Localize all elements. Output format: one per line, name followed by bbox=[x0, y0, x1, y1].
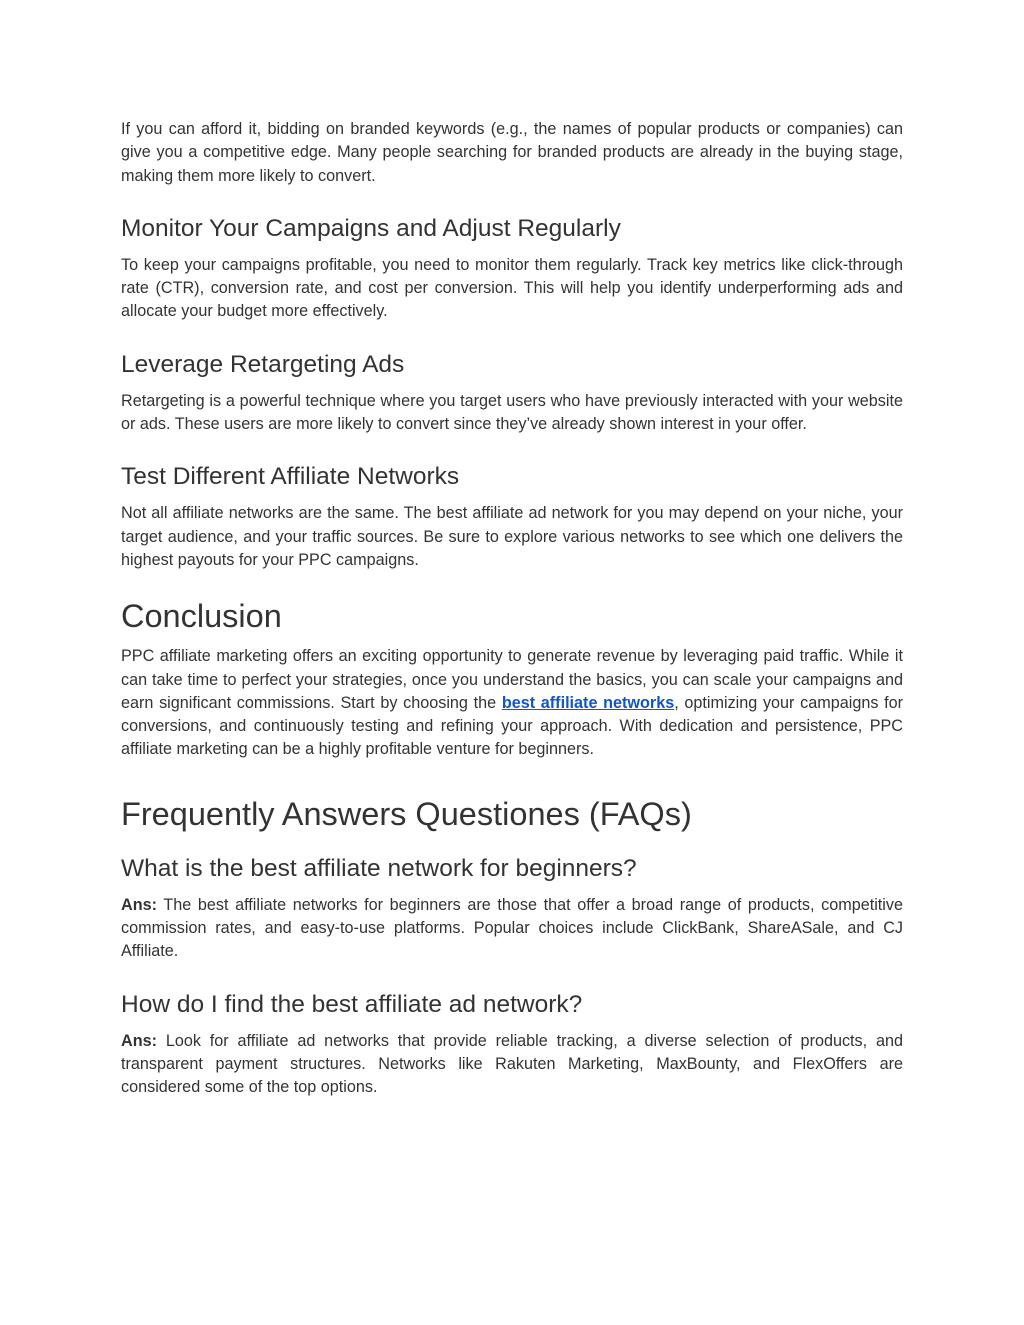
faq-question-1: What is the best affiliate network for beginners? bbox=[121, 854, 637, 882]
faq-question-2: How do I find the best affiliate ad network? bbox=[121, 990, 583, 1018]
intro-paragraph: If you can afford it, bidding on branded keywords (e.g., the names of popular products or companies) can give you a competitive edge. Many people searching for branded products are already in the buying stage, making them more likely to convert. bbox=[121, 120, 903, 185]
retargeting-heading: Leverage Retargeting Ads bbox=[121, 350, 405, 378]
faq-heading: Frequently Answers Questiones (FAQs) bbox=[121, 795, 692, 832]
conclusion-paragraph bbox=[121, 645, 903, 761]
conclusion-text-after: , optimizing your campaigns for conversions, and continuously testing and refining your approach. With dedication and persistence, PPC affiliate marketing can be a highly profitable venture for beginners. bbox=[121, 693, 903, 759]
faq-ans-label: Ans: bbox=[121, 895, 157, 914]
best-affiliate-networks-link[interactable]: best affiliate networks bbox=[501, 693, 675, 712]
networks-paragraph: Not all affiliate networks are the same. The best affiliate ad network for you may depend on your niche, your target audience, and your traffic sources. Be sure to explore various networks to see which one delivers the highest payouts for your PPC campaigns. bbox=[121, 504, 903, 569]
faq-answer-text: Look for affiliate ad networks that provide reliable tracking, a diverse selection of products, and transparent payment structures. Networks like Rakuten Marketing, MaxBounty, and FlexOffers are considered some of the top options. bbox=[121, 1031, 903, 1097]
faq-answer-2 bbox=[121, 1030, 903, 1100]
monitor-heading: Monitor Your Campaigns and Adjust Regularly bbox=[121, 214, 621, 242]
document-page bbox=[121, 118, 903, 1100]
conclusion-text-before: PPC affiliate marketing offers an exciting opportunity to generate revenue by leveraging paid traffic. While it can take time to perfect your strategies, once you understand the basics, you can scale your campaigns and earn significant commissions. Start by choosing the bbox=[121, 647, 903, 712]
retargeting-paragraph: Retargeting is a powerful technique where you target users who have previously interacted with your website or ads. These users are more likely to convert since they’ve already shown interest in your offer. bbox=[121, 391, 903, 434]
monitor-paragraph: To keep your campaigns profitable, you need to monitor them regularly. Track key metrics like click-through rate (CTR), conversion rate, and cost per conversion. This will help you identify underperforming ads and allocate your budget more effectively. bbox=[121, 255, 903, 321]
networks-heading: Test Different Affiliate Networks bbox=[121, 463, 460, 491]
faq-answer-1 bbox=[121, 894, 903, 964]
conclusion-heading: Conclusion bbox=[121, 598, 282, 635]
faq-answer-text: The best affiliate networks for beginners are those that offer a broad range of products, competitive commission rates, and easy-to-use platforms. Popular choices include ClickBank, ShareASale, and CJ Affiliate. bbox=[121, 895, 903, 961]
faq-ans-label: Ans: bbox=[121, 1031, 157, 1050]
